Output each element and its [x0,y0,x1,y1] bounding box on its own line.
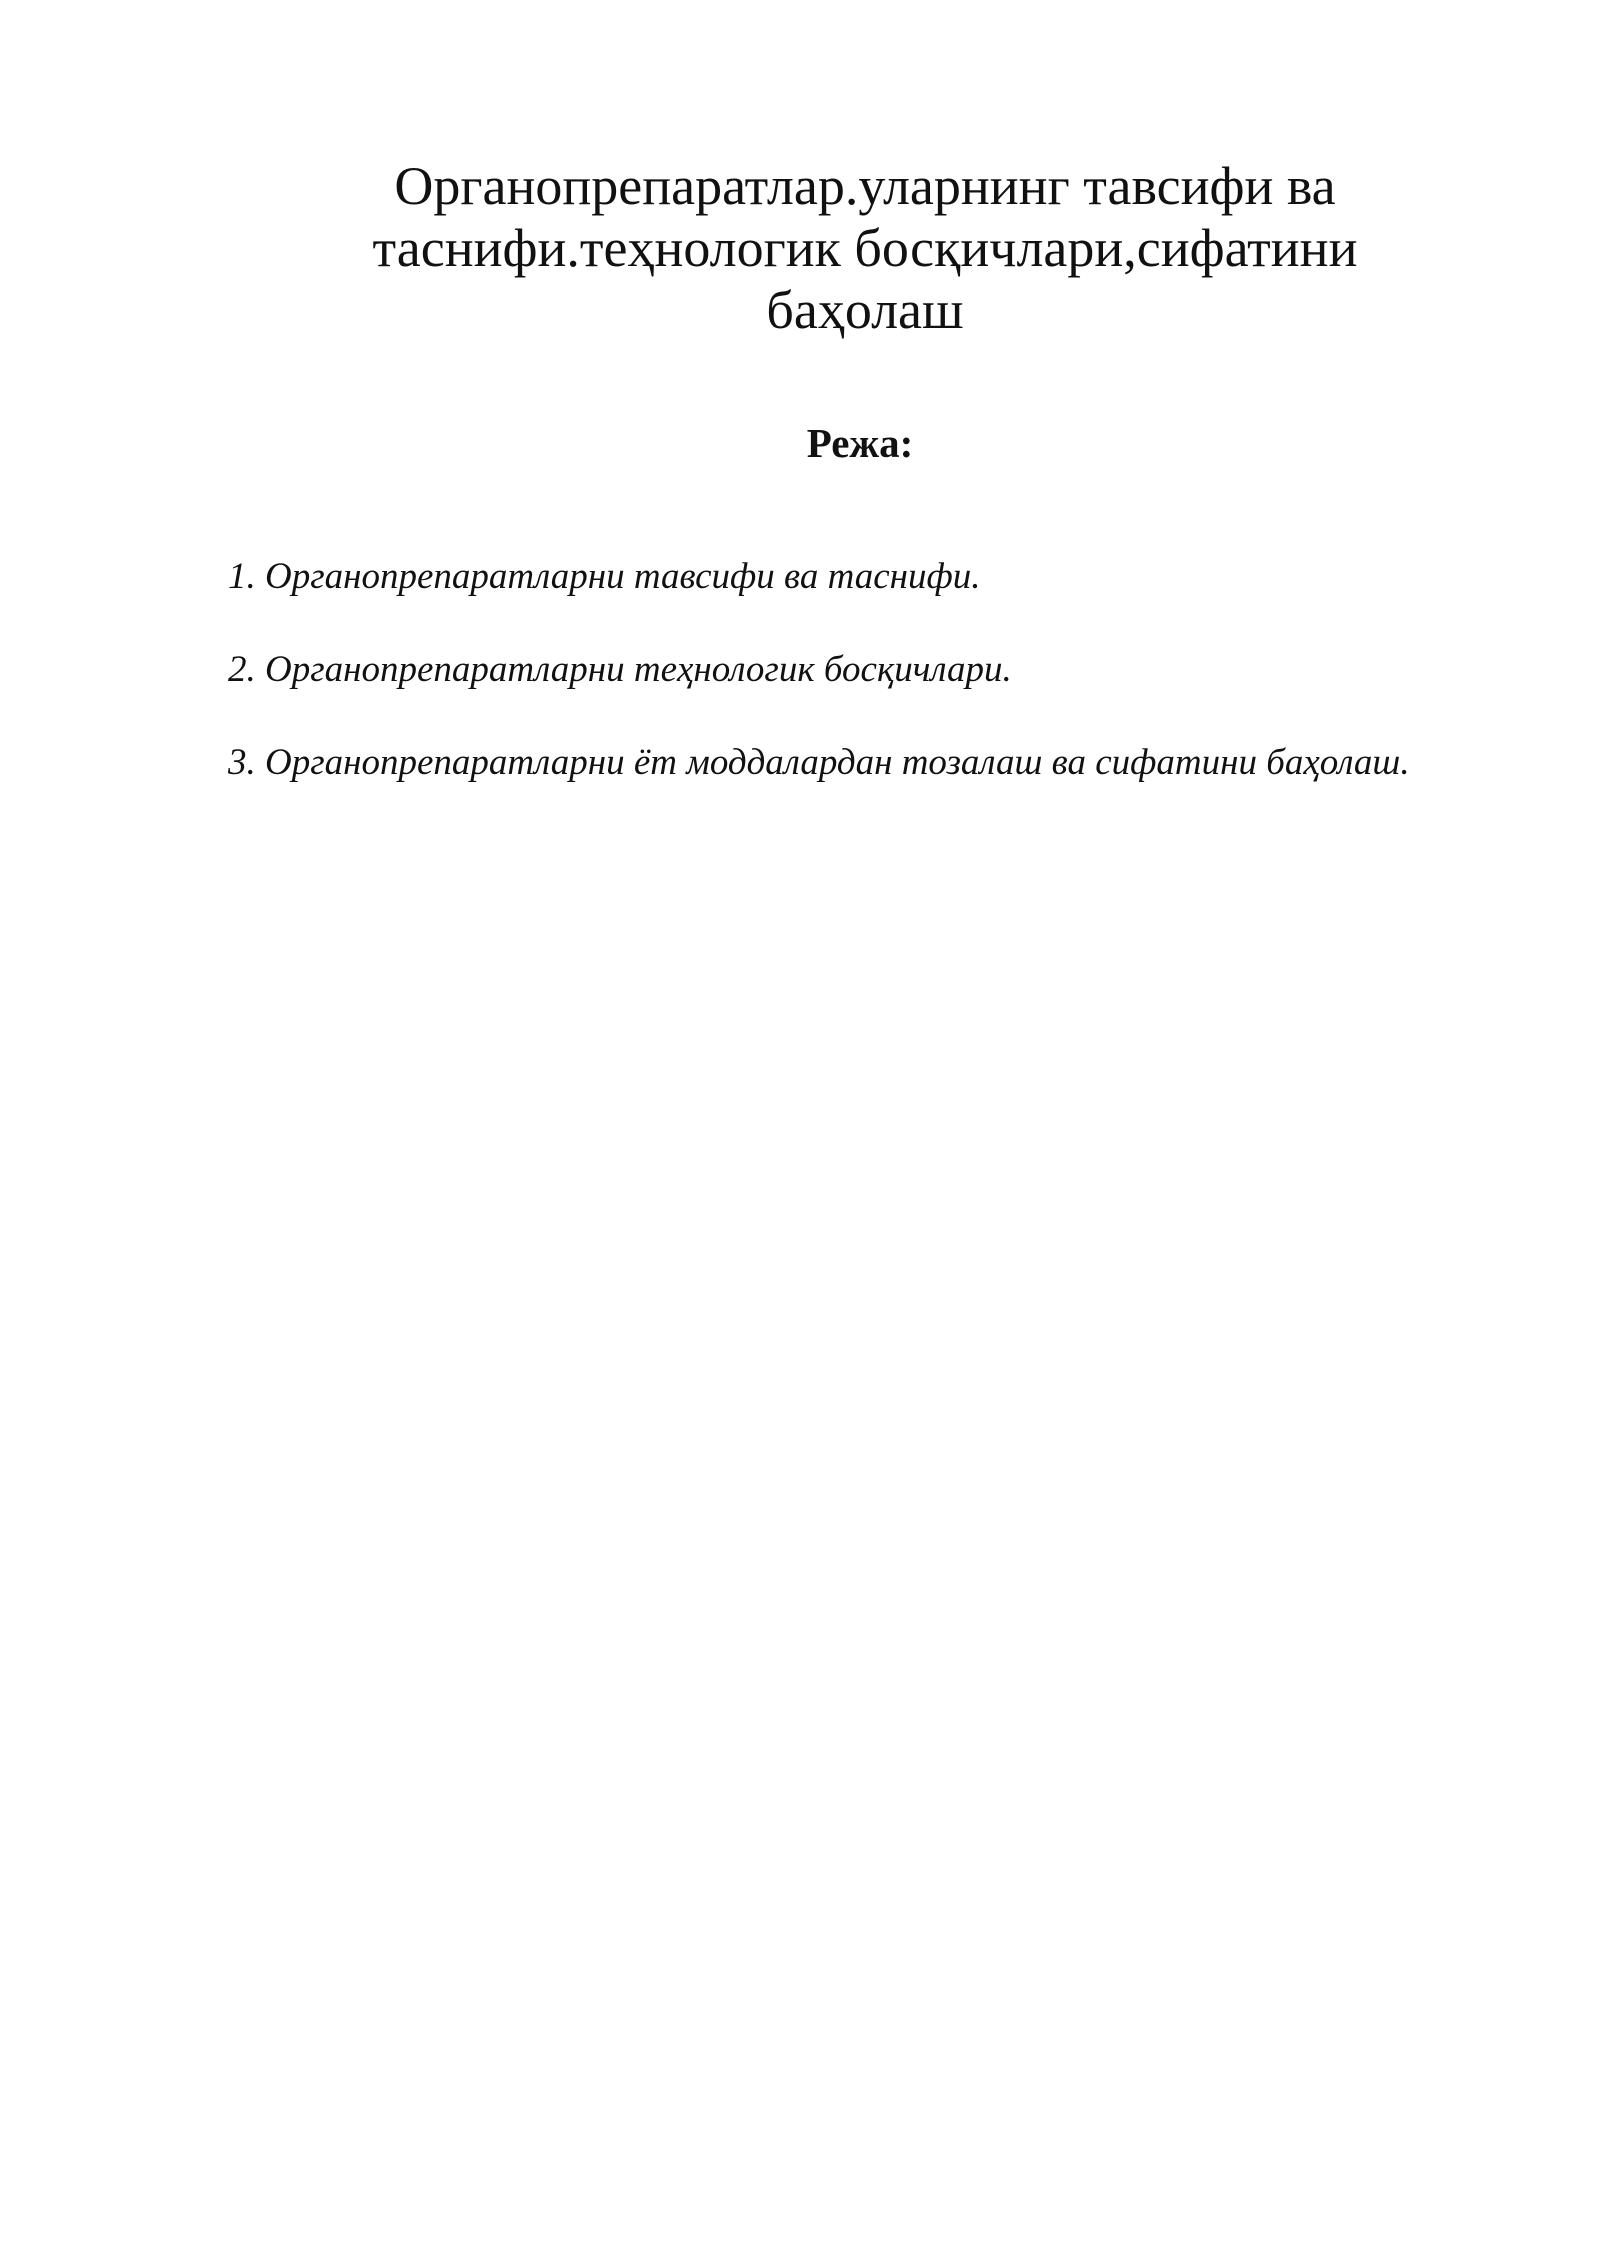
plan-list [228,540,1448,819]
plan-item-2: 2. Органопрепаратларни теҳнологик босқичлари. [228,649,1012,690]
document-title: Органопрепаратлар.уларнинг тавсифи ва таснифи.теҳнологик босқичлари,сифатини баҳолаш [372,156,1358,340]
plan-item-1: 1. Органопрепаратларни тавсифи ва таснифи. [228,556,981,597]
plan-heading: Режа: [806,420,914,466]
plan-item-3: 3. Органопрепаратларни ёт моддалардан тозалаш ва сифатини баҳолаш. [228,742,1410,783]
